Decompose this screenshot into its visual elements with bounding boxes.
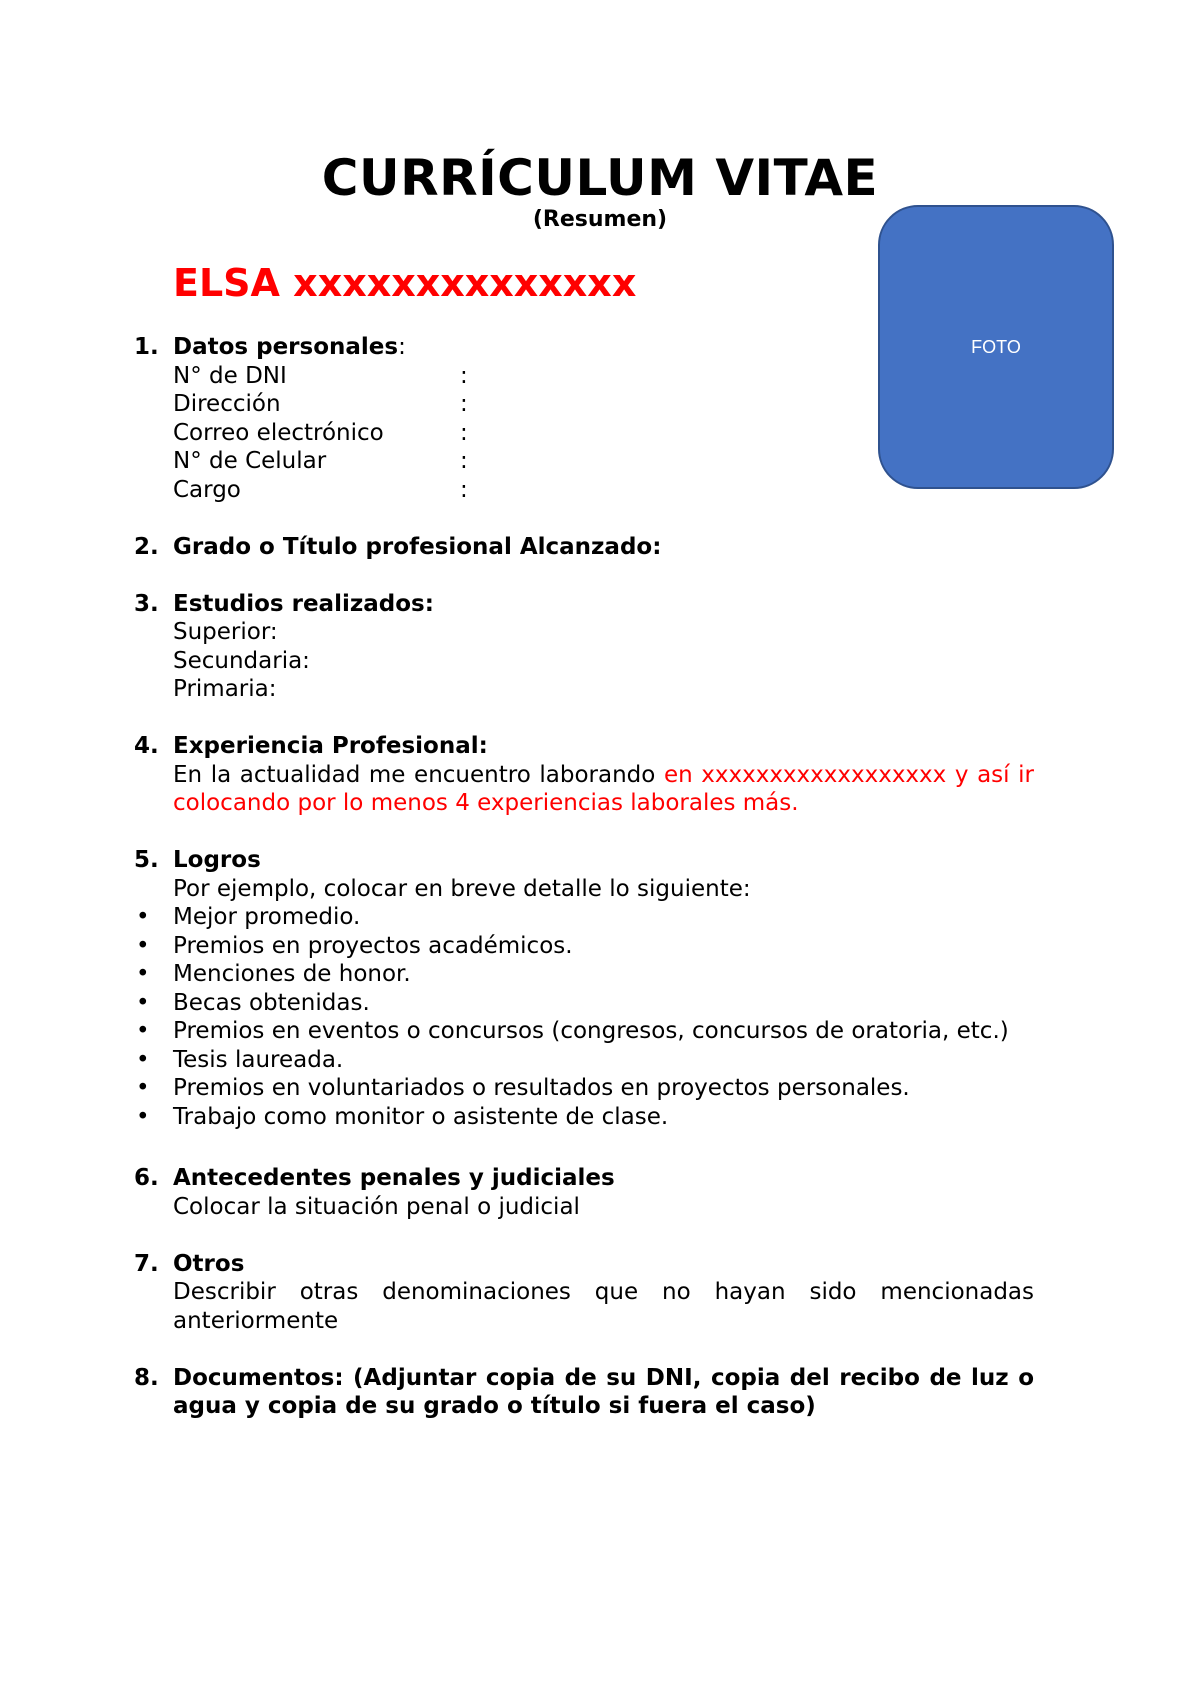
field-separator: : — [460, 391, 468, 417]
bullet-icon: • — [136, 961, 150, 987]
bullet-icon: • — [136, 989, 150, 1016]
section-title: Grado o Título profesional Alcanzado: — [173, 533, 662, 560]
list-item-text: Becas obtenidas. — [173, 989, 370, 1016]
field-label: N° de Celular — [173, 448, 327, 474]
list-item-text: Premios en eventos o concursos (congresos, concursos de oratoria, etc.) — [173, 1018, 1009, 1044]
section-heading — [134, 1250, 1034, 1279]
field-label: Cargo — [173, 476, 241, 503]
field-separator: : — [460, 476, 468, 503]
section-title: Documentos: (Adjuntar copia de su DNI, copia del recibo de luz o agua y copia de su grado o título si fuera el caso) — [173, 1364, 1034, 1419]
list-item-text: Trabajo como monitor o asistente de clase. — [173, 1103, 669, 1130]
study-superior: Superior: — [173, 619, 278, 645]
section-title: Logros — [173, 847, 261, 873]
section-heading — [134, 732, 1034, 761]
field-separator: : — [460, 419, 468, 446]
candidate-name: ELSA xxxxxxxxxxxxxx — [173, 261, 637, 305]
others-text: Describir otras denominaciones que no hayan sido mencionadas anteriormente — [173, 1279, 1034, 1334]
section-number: 1. — [134, 334, 159, 360]
section-heading — [134, 1364, 1034, 1421]
field-separator: : — [460, 448, 468, 474]
section-achievements — [134, 846, 1034, 1131]
section-number: 6. — [134, 1165, 159, 1191]
experience-text-red: en xxxxxxxxxxxxxxxxxx y así ir colocando por lo menos 4 experiencias laborales más. — [173, 761, 1034, 816]
section-heading — [134, 846, 1034, 875]
section-heading — [134, 590, 1034, 619]
section-number: 3. — [134, 590, 159, 617]
study-primary: Primaria: — [173, 676, 277, 702]
bullet-icon: • — [136, 904, 150, 930]
experience-text-black: En la actualidad me encuentro laborando — [173, 761, 664, 788]
field-cellphone — [134, 447, 1034, 476]
list-item-text: Menciones de honor. — [173, 961, 411, 987]
section-heading — [134, 1164, 1034, 1193]
page-title: CURRÍCULUM VITAE — [321, 149, 879, 207]
field-position — [134, 476, 1034, 505]
list-item — [134, 960, 1034, 989]
section-title: Estudios realizados: — [173, 590, 434, 617]
section-title: Datos personales — [173, 334, 399, 360]
field-separator: : — [460, 362, 468, 389]
list-item — [134, 932, 1034, 961]
study-secondary: Secundaria: — [173, 647, 310, 674]
section-title: Experiencia Profesional: — [173, 733, 488, 759]
list-item-text: Premios en proyectos académicos. — [173, 932, 573, 959]
field-label: Dirección — [173, 391, 281, 417]
field-email — [134, 419, 1034, 448]
section-personal-data — [134, 333, 1034, 504]
photo-label: FOTO — [971, 336, 1021, 357]
section-heading — [134, 533, 1034, 562]
section-experience — [134, 732, 1034, 818]
experience-text — [134, 761, 1034, 818]
section-criminal-records — [134, 1164, 1034, 1221]
field-address — [134, 390, 1034, 419]
achievements-intro: Por ejemplo, colocar en breve detalle lo siguiente: — [173, 875, 751, 902]
list-item — [134, 1074, 1034, 1103]
bullet-icon: • — [136, 1103, 150, 1130]
section-title: Otros — [173, 1250, 245, 1277]
section-number: 5. — [134, 847, 159, 873]
section-number: 8. — [134, 1364, 159, 1391]
section-title-suffix: : — [398, 334, 406, 360]
list-item — [134, 1046, 1034, 1075]
list-item-text: Tesis laureada. — [173, 1046, 344, 1073]
page-subtitle: (Resumen) — [532, 207, 668, 232]
section-studies — [134, 590, 1034, 704]
list-item — [134, 989, 1034, 1018]
list-item-text: Premios en voluntariados o resultados en proyectos personales. — [173, 1075, 910, 1101]
field-label: N° de DNI — [173, 362, 287, 389]
list-item — [134, 1017, 1034, 1046]
section-number: 2. — [134, 533, 159, 560]
list-item — [134, 1103, 1034, 1132]
section-others — [134, 1250, 1034, 1336]
section-number: 4. — [134, 733, 159, 759]
cv-content — [134, 333, 1034, 1421]
section-documents — [134, 1364, 1034, 1421]
bullet-icon: • — [136, 932, 150, 959]
bullet-icon: • — [136, 1075, 150, 1101]
section-title: Antecedentes penales y judiciales — [173, 1165, 615, 1191]
bullet-icon: • — [136, 1018, 150, 1044]
section-degree — [134, 533, 1034, 562]
field-dni — [134, 362, 1034, 391]
section-number: 7. — [134, 1250, 159, 1277]
list-item — [134, 903, 1034, 932]
section-heading — [134, 333, 1034, 362]
bullet-icon: • — [136, 1046, 150, 1073]
list-item-text: Mejor promedio. — [173, 904, 361, 930]
criminal-records-text: Colocar la situación penal o judicial — [173, 1193, 580, 1220]
field-label: Correo electrónico — [173, 419, 384, 446]
